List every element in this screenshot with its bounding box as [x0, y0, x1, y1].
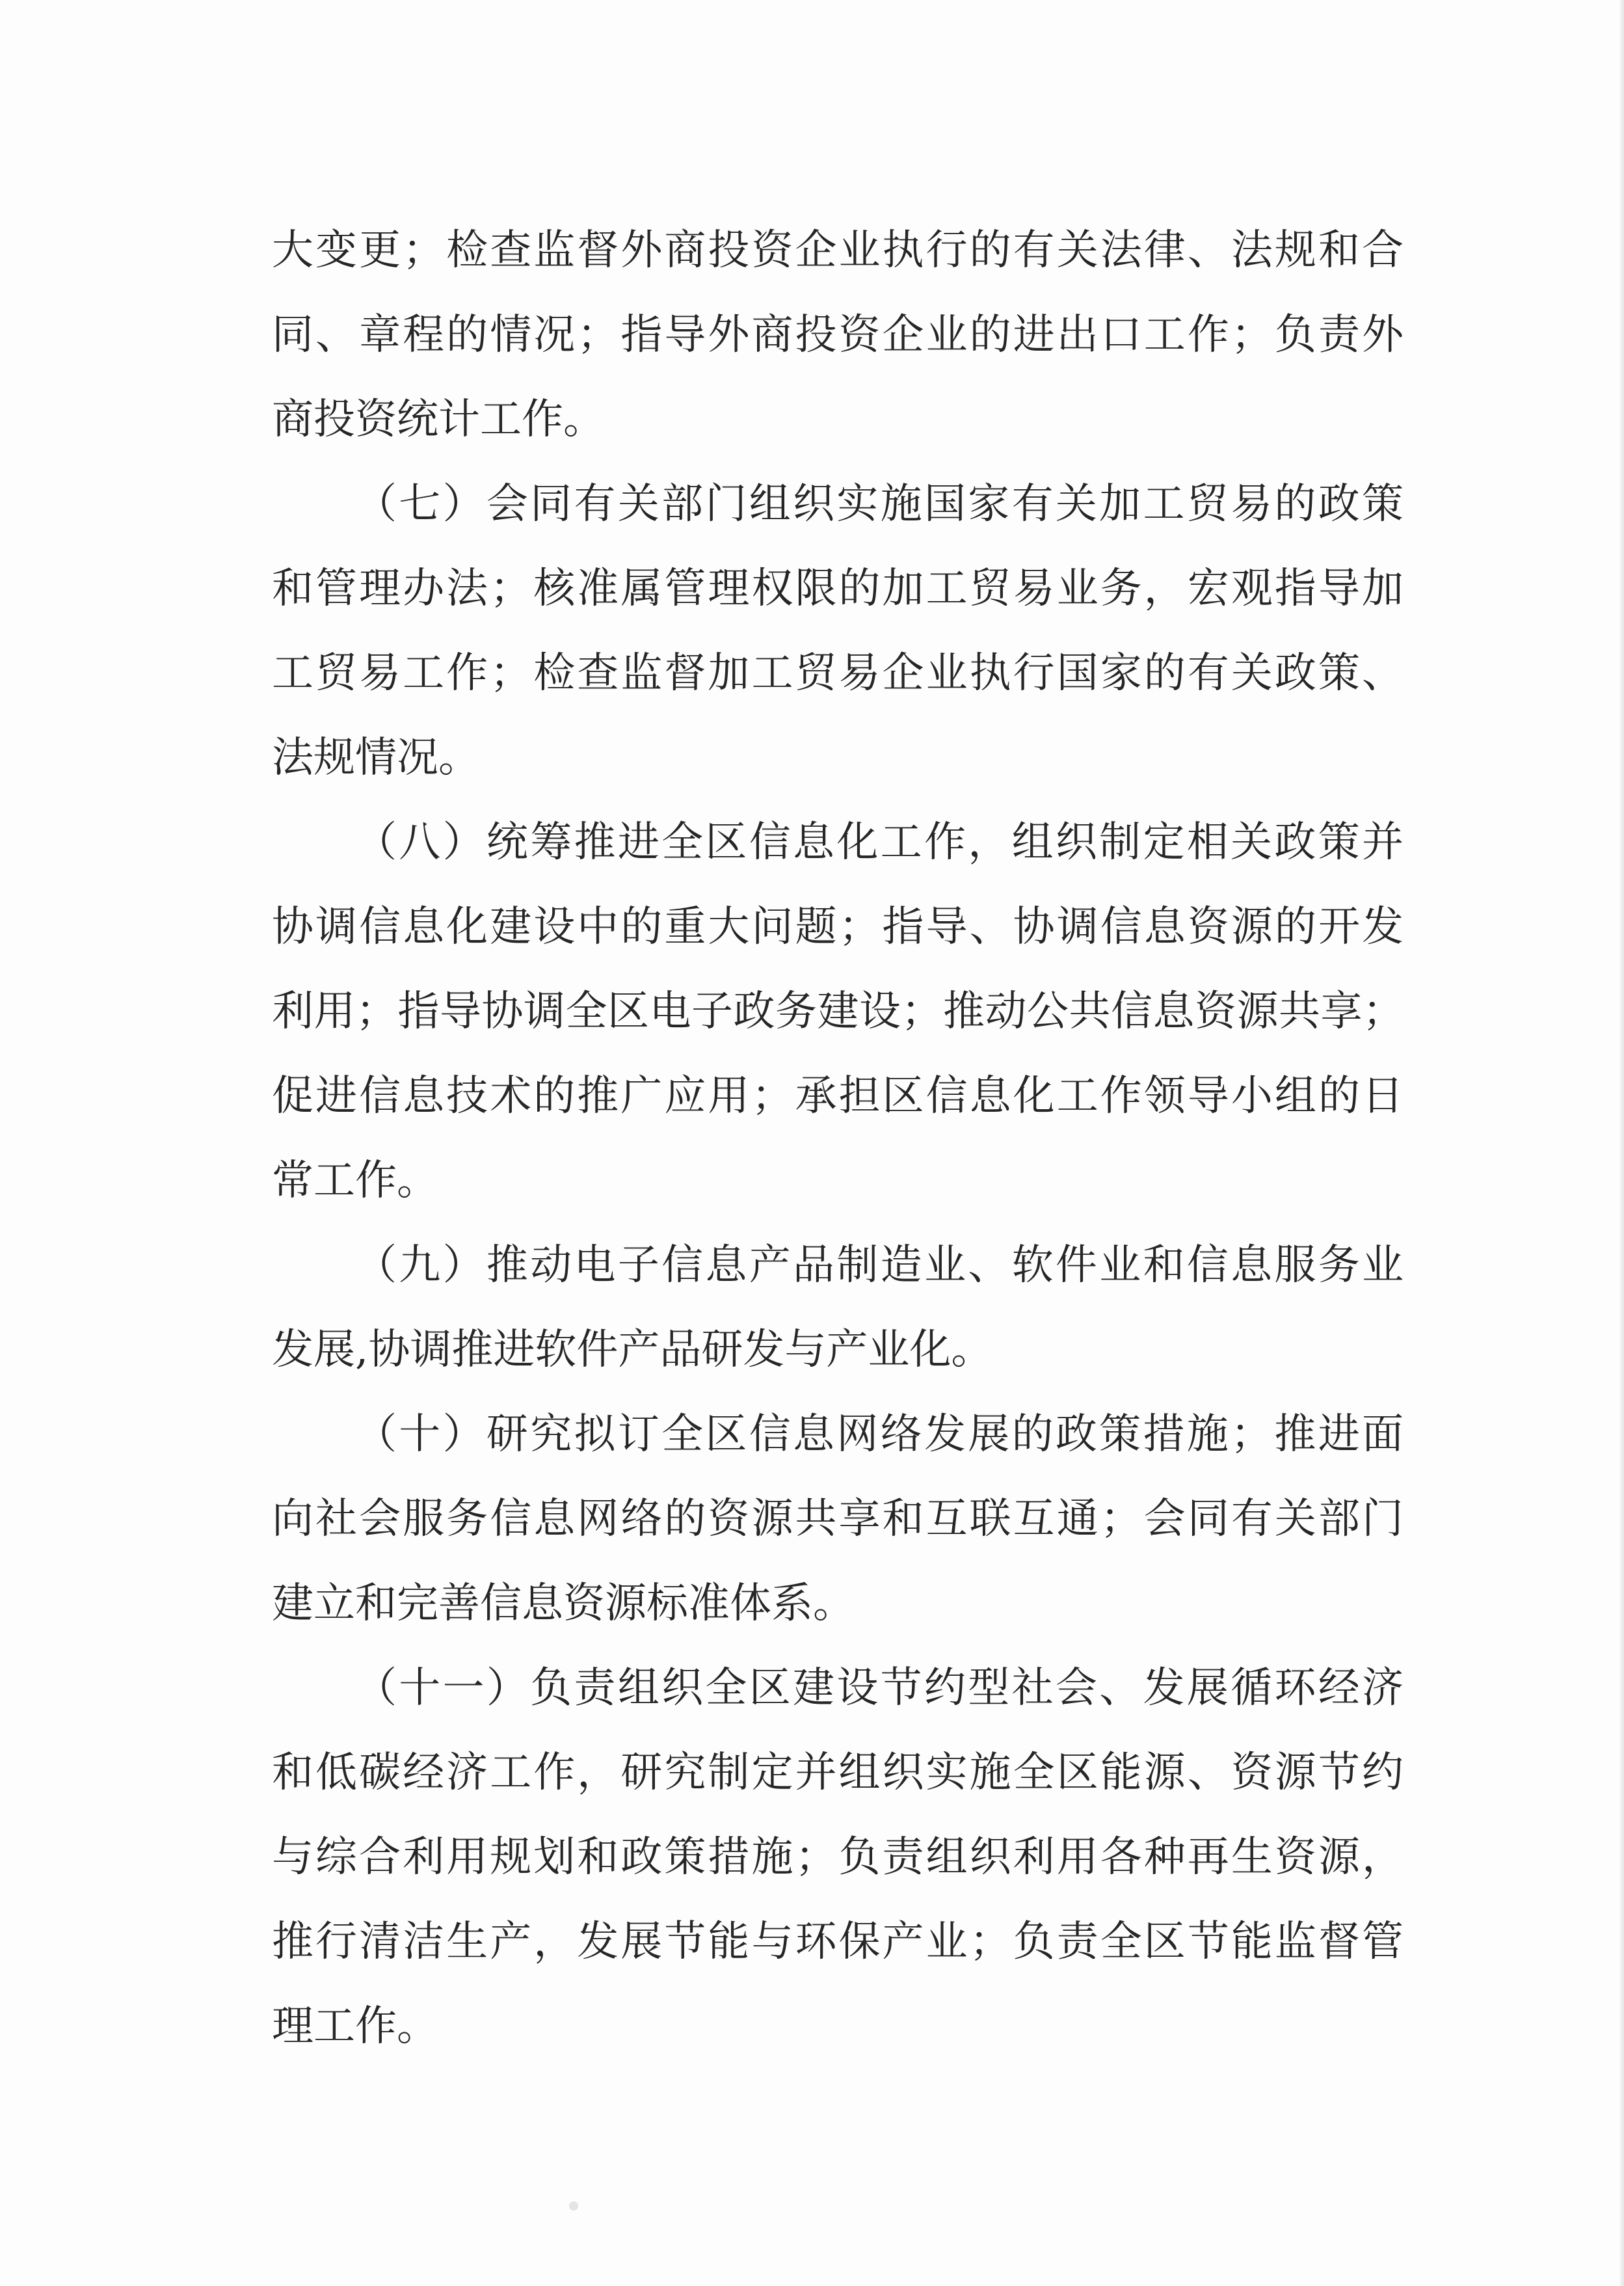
paragraph-item-9	[272, 1223, 1404, 1392]
text-line: 和管理办法；核准属管理权限的加工贸易业务，宏观指导加	[272, 565, 1404, 613]
text-line: 利用；指导协调全区电子政务建设；推动公共信息资源共享；	[272, 988, 1404, 1036]
text-line: 和低碳经济工作，研究制定并组织实施全区能源、资源节约	[272, 1749, 1404, 1797]
text-line: 协调信息化建设中的重大问题；指导、协调信息资源的开发	[272, 903, 1404, 951]
paragraph-item-7	[272, 462, 1404, 800]
text-line: （十）研究拟订全区信息网络发展的政策措施；推进面	[355, 1410, 1404, 1459]
paragraph-item-11	[272, 1646, 1404, 2069]
paragraph-foreign-investment-continued	[272, 208, 1404, 462]
text-line: 理工作。	[272, 2002, 438, 2051]
paragraph-item-8	[272, 800, 1404, 1223]
page-edge	[1620, 0, 1624, 2286]
text-line: （七）会同有关部门组织实施国家有关加工贸易的政策	[355, 480, 1404, 528]
text-line: 大变更；检查监督外商投资企业执行的有关法律、法规和合	[272, 226, 1404, 275]
text-line: 工贸易工作；检查监督加工贸易企业执行国家的有关政策、	[272, 649, 1404, 697]
scan-mark	[569, 2201, 578, 2211]
text-line: 推行清洁生产，发展节能与环保产业；负责全区节能监督管	[272, 1918, 1404, 1966]
text-line: 常工作。	[272, 1157, 438, 1205]
text-line: （九）推动电子信息产品制造业、软件业和信息服务业	[355, 1241, 1404, 1289]
text-line: 发展,协调推进软件产品研发与产业化。	[272, 1326, 993, 1374]
document-body	[272, 208, 1404, 2069]
text-line: （八）统筹推进全区信息化工作，组织制定相关政策并	[355, 818, 1404, 867]
text-line: 同、章程的情况；指导外商投资企业的进出口工作；负责外	[272, 311, 1404, 359]
text-line: 与综合利用规划和政策措施；负责组织利用各种再生资源，	[272, 1833, 1404, 1881]
text-line: （十一）负责组织全区建设节约型社会、发展循环经济	[355, 1664, 1404, 1712]
text-line: 建立和完善信息资源标准体系。	[272, 1580, 855, 1628]
text-line: 商投资统计工作。	[272, 396, 605, 444]
text-line: 促进信息技术的推广应用；承担区信息化工作领导小组的日	[272, 1072, 1404, 1120]
text-line: 向社会服务信息网络的资源共享和互联互通；会同有关部门	[272, 1495, 1404, 1543]
text-line: 法规情况。	[272, 734, 480, 782]
paragraph-item-10	[272, 1392, 1404, 1646]
